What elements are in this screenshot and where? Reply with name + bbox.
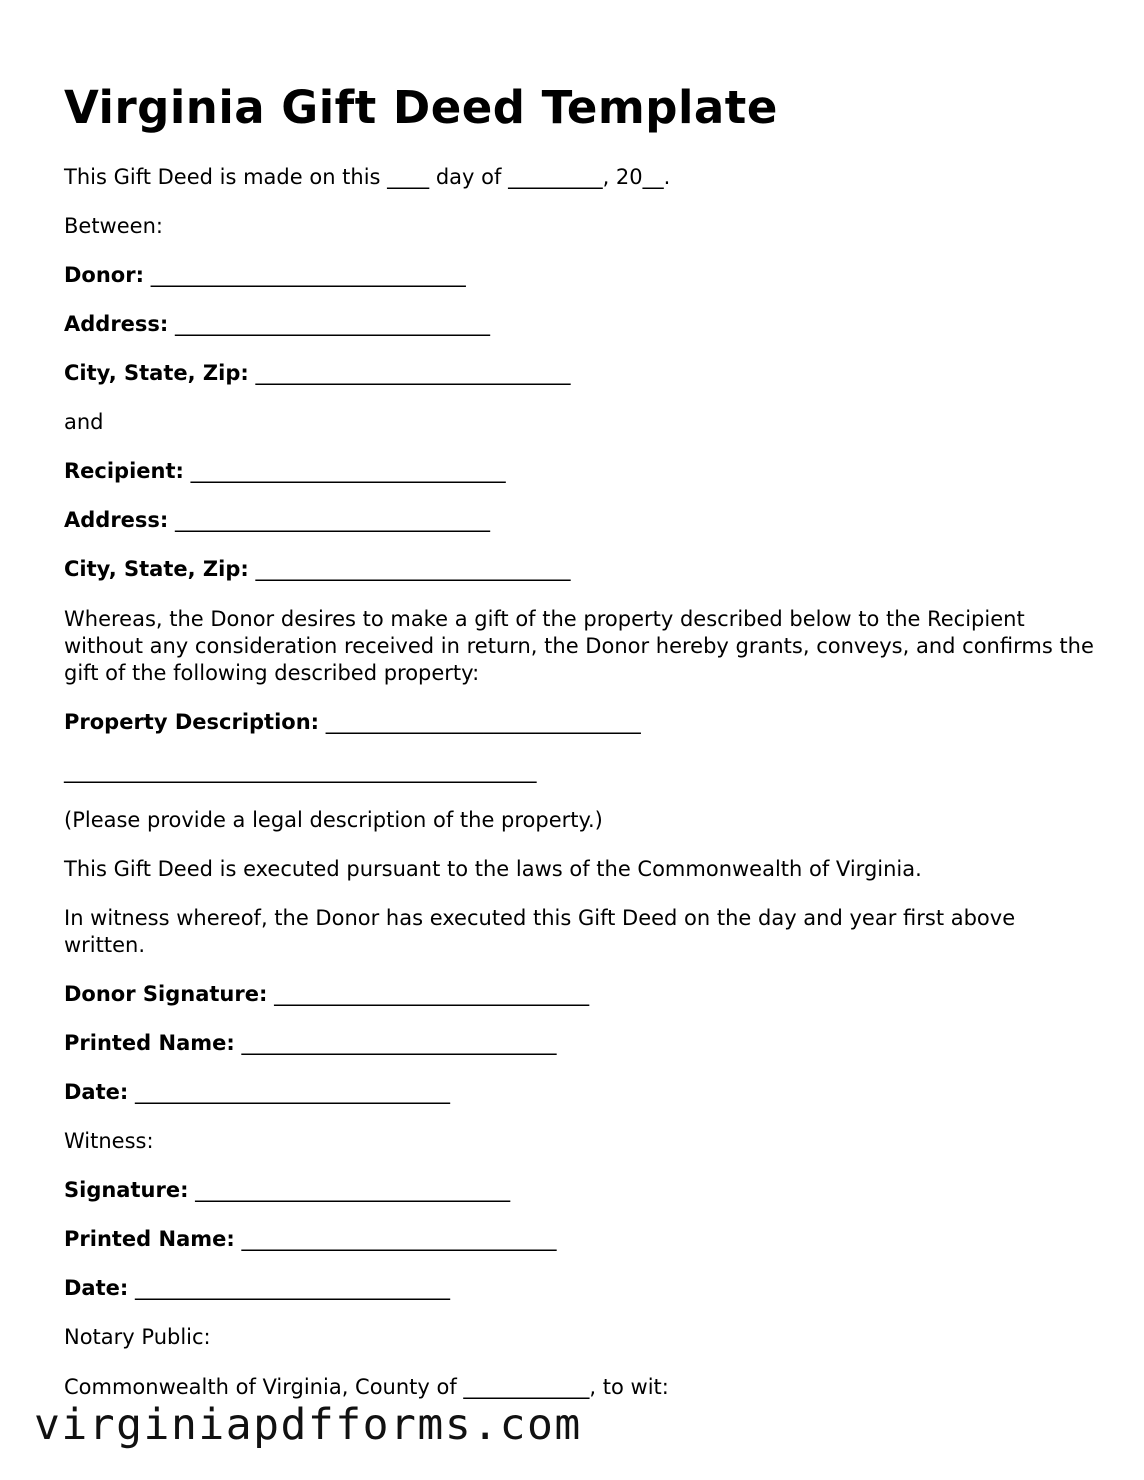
recipient-city-label: City, State, Zip: <box>64 557 249 581</box>
witness-whereof-paragraph: In witness whereof, the Donor has executed this Gift Deed on the day and year first above written. <box>64 906 1016 957</box>
witness-signature-label: Signature: <box>64 1178 189 1202</box>
donor-date-blank: ______________________________ <box>134 1080 450 1104</box>
property-note: (Please provide a legal description of the property.) <box>64 808 603 832</box>
donor-address-label: Address: <box>64 312 169 336</box>
recipient-address-label: Address: <box>64 508 169 532</box>
donor-city-label: City, State, Zip: <box>64 361 249 385</box>
witness-heading: Witness: <box>64 1129 154 1153</box>
donor-city-field <box>64 360 1094 387</box>
between-text: Between: <box>64 214 163 238</box>
recipient-label: Recipient: <box>64 459 184 483</box>
document-page <box>64 81 1094 1399</box>
recipient-city-field <box>64 556 1094 583</box>
donor-field <box>64 262 1094 289</box>
witness-signature-field <box>64 1177 1094 1204</box>
donor-date-label: Date: <box>64 1080 129 1104</box>
donor-printed-name-blank: ______________________________ <box>241 1031 557 1055</box>
donor-blank: ______________________________ <box>150 263 466 287</box>
witness-date-label: Date: <box>64 1276 129 1300</box>
recipient-field <box>64 458 1094 485</box>
document-title: Virginia Gift Deed Template <box>64 81 778 134</box>
property-blank: ______________________________ <box>325 710 641 734</box>
donor-label: Donor: <box>64 263 144 287</box>
donor-printed-name-label: Printed Name: <box>64 1031 235 1055</box>
commonwealth-text: Commonwealth of Virginia, County of ____________, to wit: <box>64 1375 669 1399</box>
witness-signature-blank: ______________________________ <box>195 1178 511 1202</box>
donor-address-blank: ______________________________ <box>175 312 491 336</box>
witness-date-field <box>64 1275 1094 1302</box>
recipient-address-blank: ______________________________ <box>175 508 491 532</box>
witness-printed-name-blank: ______________________________ <box>241 1227 557 1251</box>
executed-text: This Gift Deed is executed pursuant to the laws of the Commonwealth of Virginia. <box>64 857 922 881</box>
witness-printed-name-field <box>64 1226 1094 1253</box>
recipient-blank: ______________________________ <box>190 459 506 483</box>
intro-text: This Gift Deed is made on this ____ day of _________, 20__. <box>64 165 671 189</box>
whereas-paragraph: Whereas, the Donor desires to make a gift of the property described below to the Recipient without any consideration received in return, the Donor hereby grants, conveys, and confirms the gift of the following described property: <box>64 607 1094 685</box>
donor-signature-blank: ______________________________ <box>274 982 590 1006</box>
donor-address-field <box>64 311 1094 338</box>
witness-printed-name-label: Printed Name: <box>64 1227 235 1251</box>
donor-date-field <box>64 1079 1094 1106</box>
donor-signature-label: Donor Signature: <box>64 982 268 1006</box>
property-blank-line-2: _____________________________________________ <box>64 759 537 783</box>
witness-date-blank: ______________________________ <box>134 1276 450 1300</box>
property-label: Property Description: <box>64 710 320 734</box>
donor-city-blank: ______________________________ <box>255 361 571 385</box>
site-watermark: virginiapdfforms.com <box>34 1400 582 1450</box>
and-text: and <box>64 410 104 434</box>
property-field <box>64 709 1094 736</box>
notary-heading: Notary Public: <box>64 1325 211 1349</box>
recipient-city-blank: ______________________________ <box>255 557 571 581</box>
donor-printed-name-field <box>64 1030 1094 1057</box>
donor-signature-field <box>64 981 1094 1008</box>
recipient-address-field <box>64 507 1094 534</box>
